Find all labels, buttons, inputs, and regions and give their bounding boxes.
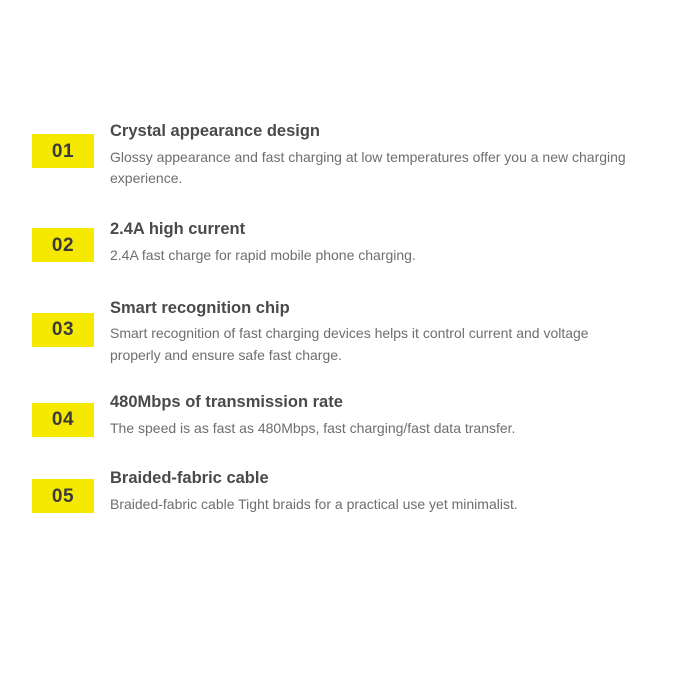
feature-content <box>110 122 652 190</box>
feature-item <box>32 220 652 266</box>
feature-number-badge <box>32 228 94 262</box>
feature-description: Smart recognition of fast charging devices helps it control current and voltage properly and ensure safe fast charge. <box>110 325 589 364</box>
feature-description: The speed is as fast as 480Mbps, fast charging/fast data transfer. <box>110 419 516 436</box>
feature-content <box>110 220 652 266</box>
feature-description: Glossy appearance and fast charging at low temperatures offer you a new charging experience. <box>110 148 626 187</box>
feature-title: Crystal appearance design <box>110 122 321 140</box>
feature-number: 01 <box>51 140 75 162</box>
feature-title: 2.4A high current <box>110 220 246 239</box>
feature-item <box>32 393 652 439</box>
feature-list <box>32 122 652 516</box>
feature-title: Braided-fabric cable <box>110 469 269 488</box>
feature-number: 03 <box>51 319 75 341</box>
feature-content <box>110 469 652 515</box>
feature-number: 05 <box>51 485 75 507</box>
feature-title: Smart recognition chip <box>110 298 290 317</box>
feature-number-badge <box>32 403 94 437</box>
feature-number-badge <box>32 134 94 168</box>
feature-number: 04 <box>51 409 75 431</box>
feature-description: 2.4A fast charge for rapid mobile phone charging. <box>110 246 416 263</box>
feature-item <box>32 122 652 190</box>
feature-description: Braided-fabric cable Tight braids for a practical use yet minimalist. <box>110 496 518 513</box>
feature-title: 480Mbps of transmission rate <box>110 392 343 411</box>
feature-number-badge <box>32 313 94 347</box>
feature-item <box>32 299 652 367</box>
feature-number: 02 <box>51 234 75 256</box>
feature-item <box>32 469 652 515</box>
feature-content <box>110 393 652 439</box>
feature-number-badge <box>32 479 94 513</box>
feature-content <box>110 299 652 367</box>
